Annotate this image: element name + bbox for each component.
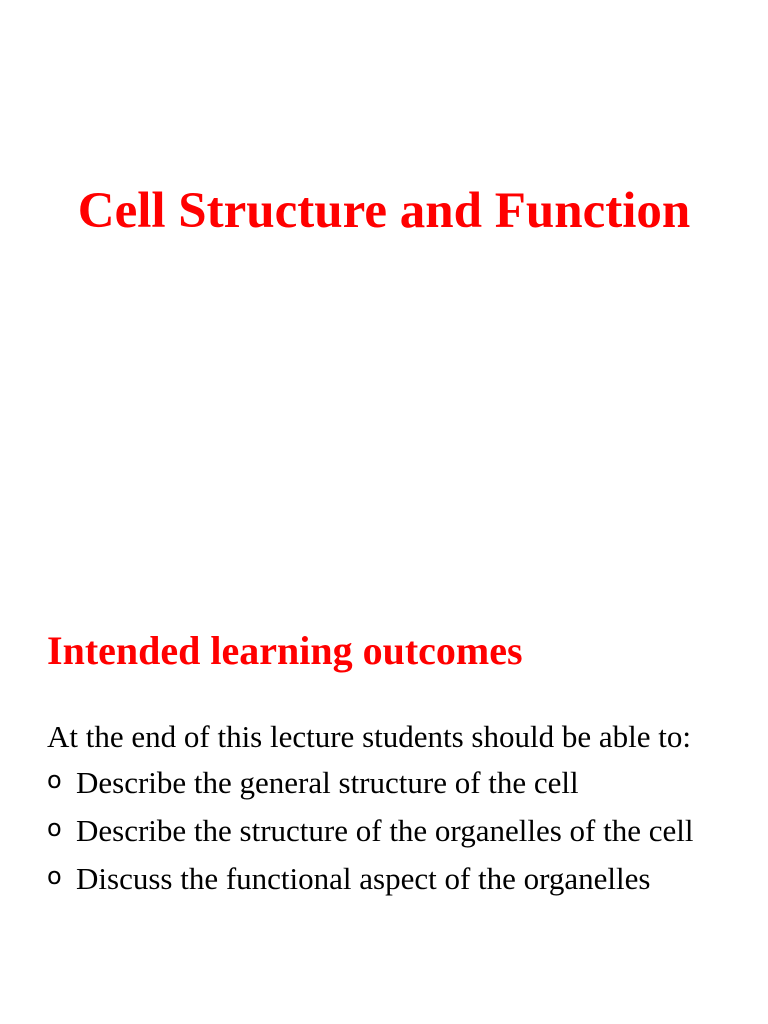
outcomes-list (47, 762, 737, 899)
learning-outcomes-section (47, 624, 737, 906)
list-item (47, 762, 716, 803)
outcome-text: Discuss the functional aspect of the organelles (76, 861, 651, 896)
slide-title: Cell Structure and Function (77, 183, 691, 239)
hollow-bullet-icon: o (47, 862, 62, 890)
intro-text: At the end of this lecture students should be able to: (47, 719, 691, 754)
outcome-text: Describe the structure of the organelles of the cell (76, 813, 694, 848)
hollow-bullet-icon: o (47, 766, 62, 794)
outcome-text: Describe the general structure of the cell (76, 765, 579, 800)
hollow-bullet-icon: o (47, 814, 62, 842)
list-item (47, 810, 716, 851)
section-heading: Intended learning outcomes (47, 628, 523, 673)
list-item (47, 858, 716, 899)
